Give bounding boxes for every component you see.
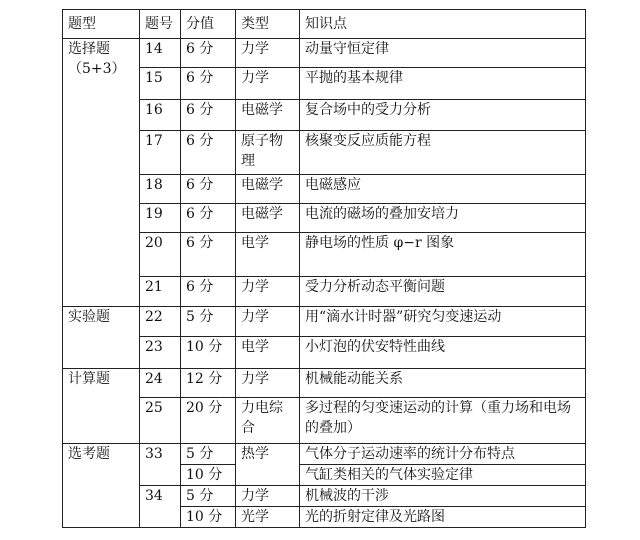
table-row	[63, 398, 586, 444]
exam-analysis-table	[62, 9, 586, 528]
table-row	[63, 204, 586, 233]
question-number: 15	[140, 68, 181, 100]
table-row	[63, 369, 586, 398]
score: 10 分	[181, 465, 236, 486]
table-row	[63, 233, 586, 277]
knowledge-point: 机械波的干涉	[300, 486, 586, 507]
group-label: 选择题	[68, 41, 110, 57]
category: 力电综合	[236, 398, 300, 444]
knowledge-point: 平抛的基本规律	[300, 68, 586, 100]
header-knowledge-point: 知识点	[300, 10, 586, 39]
category: 光学	[236, 507, 300, 528]
header-question-type: 题型	[63, 10, 140, 39]
table-row	[63, 100, 586, 131]
question-number: 19	[140, 204, 181, 233]
question-number: 17	[140, 131, 181, 175]
table-row	[63, 131, 586, 175]
knowledge-point: 电磁感应	[300, 175, 586, 204]
question-number: 22	[140, 307, 181, 337]
category: 电学	[236, 337, 300, 369]
category: 力学	[236, 39, 300, 68]
category: 力学	[236, 486, 300, 507]
header-question-number: 题号	[140, 10, 181, 39]
table-row	[63, 277, 586, 307]
knowledge-point: 核聚变反应质能方程	[300, 131, 586, 175]
header-category: 类型	[236, 10, 300, 39]
question-number: 20	[140, 233, 181, 277]
score: 6 分	[181, 204, 236, 233]
table-row	[63, 39, 586, 68]
knowledge-point: 用“滴水计时器”研究匀变速运动	[300, 307, 586, 337]
score: 5 分	[181, 307, 236, 337]
table-row	[63, 68, 586, 100]
knowledge-point: 动量守恒定律	[300, 39, 586, 68]
score: 5 分	[181, 444, 236, 465]
table-row	[63, 486, 586, 507]
group-sublabel: （5+3）	[68, 61, 126, 77]
category: 力学	[236, 68, 300, 100]
question-number: 18	[140, 175, 181, 204]
knowledge-point: 光的折射定律及光路图	[300, 507, 586, 528]
category: 力学	[236, 369, 300, 398]
question-number: 34	[140, 486, 181, 528]
knowledge-point: 机械能动能关系	[300, 369, 586, 398]
category: 电磁学	[236, 100, 300, 131]
score: 5 分	[181, 486, 236, 507]
question-number: 25	[140, 398, 181, 444]
group-elective: 选考题	[63, 444, 140, 528]
question-number: 14	[140, 39, 181, 68]
category: 电磁学	[236, 204, 300, 233]
question-number: 24	[140, 369, 181, 398]
knowledge-point: 多过程的匀变速运动的计算（重力场和电场的叠加）	[300, 398, 586, 444]
group-multiple-choice	[63, 39, 140, 307]
category: 电磁学	[236, 175, 300, 204]
group-calculation: 计算题	[63, 369, 140, 444]
category: 原子物理	[236, 131, 300, 175]
table-row	[63, 444, 586, 465]
question-number: 16	[140, 100, 181, 131]
score: 6 分	[181, 100, 236, 131]
category: 力学	[236, 277, 300, 307]
score: 6 分	[181, 175, 236, 204]
score: 6 分	[181, 233, 236, 277]
score: 20 分	[181, 398, 236, 444]
knowledge-point: 静电场的性质 φ−r 图象	[300, 233, 586, 277]
score: 10 分	[181, 507, 236, 528]
table-row	[63, 307, 586, 337]
knowledge-point: 复合场中的受力分析	[300, 100, 586, 131]
question-number: 21	[140, 277, 181, 307]
group-experiment: 实验题	[63, 307, 140, 369]
category: 力学	[236, 307, 300, 337]
score: 6 分	[181, 39, 236, 68]
knowledge-point: 受力分析动态平衡问题	[300, 277, 586, 307]
table-row	[63, 175, 586, 204]
header-row	[63, 10, 586, 39]
score: 6 分	[181, 68, 236, 100]
score: 10 分	[181, 337, 236, 369]
score: 6 分	[181, 131, 236, 175]
question-number: 23	[140, 337, 181, 369]
knowledge-point: 气缸类相关的气体实验定律	[300, 465, 586, 486]
knowledge-point: 小灯泡的伏安特性曲线	[300, 337, 586, 369]
header-score: 分值	[181, 10, 236, 39]
category: 热学	[236, 444, 300, 486]
knowledge-point: 电流的磁场的叠加安培力	[300, 204, 586, 233]
table-row	[63, 337, 586, 369]
score: 12 分	[181, 369, 236, 398]
category: 电学	[236, 233, 300, 277]
knowledge-point: 气体分子运动速率的统计分布特点	[300, 444, 586, 465]
score: 6 分	[181, 277, 236, 307]
question-number: 33	[140, 444, 181, 486]
